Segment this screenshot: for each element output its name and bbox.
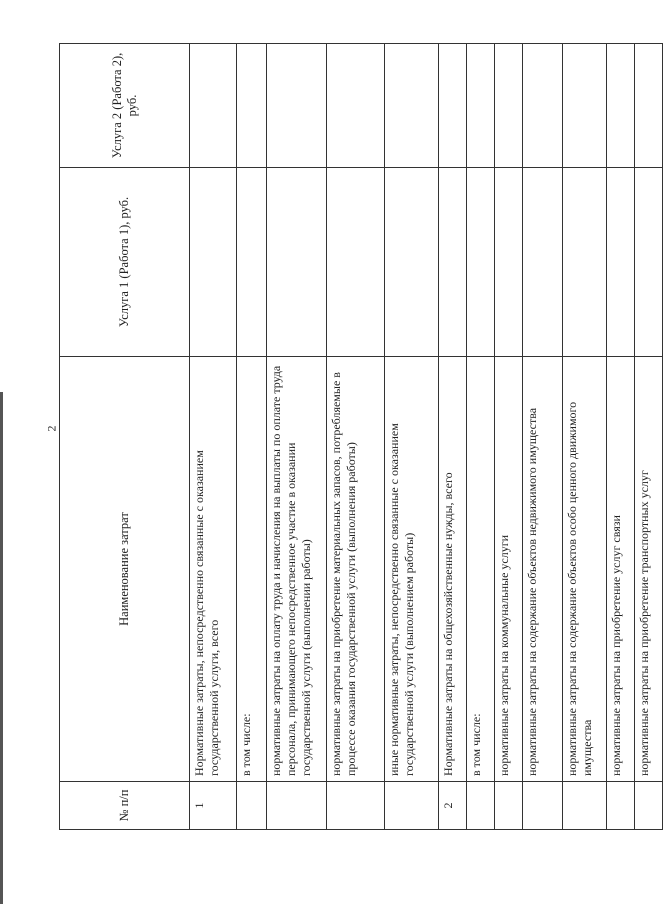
row-value-service1 [523, 168, 563, 357]
binding-edge-line [0, 392, 3, 904]
row-value-service1 [635, 168, 663, 357]
table-row [467, 44, 495, 830]
table-row [563, 44, 607, 830]
row-name: нормативные затраты на оплату труда и начисления на выплаты по оплате труда персонала, принимающего непосредственное участие в оказании государственной услуги (выполнении работы) [267, 357, 327, 782]
row-no [563, 782, 607, 830]
row-no [237, 782, 267, 830]
table-row [439, 44, 467, 830]
row-value-service2 [635, 44, 663, 168]
row-value-service1 [467, 168, 495, 357]
table-row [523, 44, 563, 830]
row-value-service1 [190, 168, 237, 357]
table-header-row [60, 44, 190, 830]
cost-table-rotated-container [59, 44, 651, 830]
row-value-service1 [237, 168, 267, 357]
row-value-service2 [467, 44, 495, 168]
row-value-service2 [563, 44, 607, 168]
row-value-service1 [267, 168, 327, 357]
table-row [607, 44, 635, 830]
cost-table [59, 43, 663, 830]
row-value-service1 [495, 168, 523, 357]
row-name: нормативные затраты на приобретение материальных запасов, потребляемые в процессе оказания государственной услуги (выполнения работы) [327, 357, 385, 782]
table-row [495, 44, 523, 830]
row-value-service2 [523, 44, 563, 168]
table-row [327, 44, 385, 830]
row-no [607, 782, 635, 830]
row-no: 2 [439, 782, 467, 830]
table-row [635, 44, 663, 830]
row-value-service2 [439, 44, 467, 168]
header-service1: Услуга 1 (Работа 1), руб. [60, 168, 190, 357]
row-value-service1 [385, 168, 439, 357]
header-name: Наименование затрат [60, 357, 190, 782]
row-value-service2 [327, 44, 385, 168]
row-value-service1 [607, 168, 635, 357]
row-no [635, 782, 663, 830]
row-no [523, 782, 563, 830]
table-row [267, 44, 327, 830]
row-name: нормативные затраты на содержание объектов недвижимого имущества [523, 357, 563, 782]
row-name: нормативные затраты на приобретение услуг связи [607, 357, 635, 782]
row-value-service1 [563, 168, 607, 357]
row-name: нормативные затраты на коммунальные услуги [495, 357, 523, 782]
row-no: 1 [190, 782, 237, 830]
row-name: в том числе: [467, 357, 495, 782]
row-no [495, 782, 523, 830]
row-no [385, 782, 439, 830]
row-no [467, 782, 495, 830]
row-value-service2 [495, 44, 523, 168]
row-name: иные нормативные затраты, непосредственно связанные с оказанием государственной услуги (выполнением работы) [385, 357, 439, 782]
row-value-service1 [327, 168, 385, 357]
page-number: 2 [44, 425, 59, 432]
row-no [327, 782, 385, 830]
row-no [267, 782, 327, 830]
header-no: № п/п [60, 782, 190, 830]
row-name: нормативные затраты на приобретение транспортных услуг [635, 357, 663, 782]
row-value-service2 [385, 44, 439, 168]
row-value-service2 [607, 44, 635, 168]
table-row [237, 44, 267, 830]
row-name: Нормативные затраты на общехозяйственные нужды, всего [439, 357, 467, 782]
table-row [190, 44, 237, 830]
row-value-service2 [237, 44, 267, 168]
header-service2: Услуга 2 (Работа 2), руб. [60, 44, 190, 168]
row-name: Нормативные затраты, непосредственно связанные с оказанием государственной услуги, всего [190, 357, 237, 782]
row-name: нормативные затраты на содержание объектов особо ценного движимого имущества [563, 357, 607, 782]
table-row [385, 44, 439, 830]
row-value-service2 [267, 44, 327, 168]
row-value-service2 [190, 44, 237, 168]
row-name: в том числе: [237, 357, 267, 782]
row-value-service1 [439, 168, 467, 357]
